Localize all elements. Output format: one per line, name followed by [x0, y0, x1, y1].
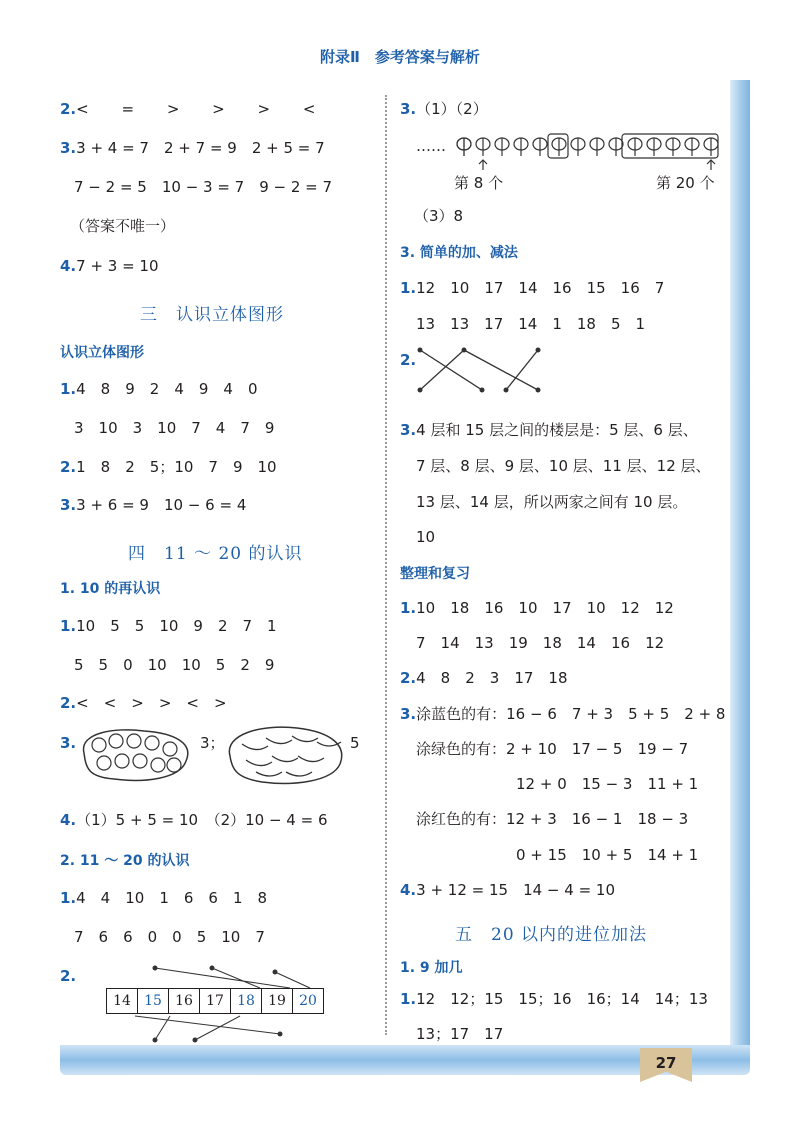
- u3-answer-3: 3.3 + 6 = 9 10 − 6 = 4: [60, 496, 247, 514]
- unit5-title: 五 20 以内的进位加法: [455, 925, 648, 945]
- u4-answer-3-number: 3.: [60, 734, 77, 752]
- rv-red: 涂红色的有：12 + 3 16 − 1 18 − 3: [416, 810, 689, 828]
- rv-answer-2: 2.4 8 2 3 17 18: [400, 669, 568, 687]
- u3-answer-2: 2.1 8 2 5；10 7 9 10: [60, 458, 277, 476]
- page-header: 附录Ⅱ 参考答案与解析: [320, 48, 480, 66]
- r-answer-1-line2: 13 13 17 14 1 18 5 1: [416, 315, 646, 333]
- unit4-title: 四 11 ～ 20 的认识: [128, 544, 303, 564]
- u5-answer-1-line2: 13；17 17: [416, 1025, 504, 1043]
- page-edge-right: [730, 80, 750, 1060]
- number-box: 16: [168, 988, 199, 1014]
- rv-answer-4: 4.3 + 12 = 15 14 − 4 = 10: [400, 881, 615, 899]
- u4-answer-1-line2: 5 5 0 10 10 5 2 9: [74, 656, 275, 674]
- number-boxes: [106, 988, 324, 1014]
- u4-answer-3-a: 3；: [200, 734, 225, 752]
- r-answer-3-part3: （3）8: [414, 207, 464, 225]
- banana-group-icon: [222, 722, 352, 788]
- u4b-answer-1: 1.4 4 10 1 6 6 1 8: [60, 889, 268, 907]
- number-box: 14: [106, 988, 137, 1014]
- r-answer-3: 3.（1）（2）: [400, 100, 488, 118]
- number-box: 15: [137, 988, 168, 1014]
- u3-answer-1: 1.4 8 9 2 4 9 4 0: [60, 380, 258, 398]
- ellipsis: ……: [416, 137, 446, 155]
- number-box: 20: [292, 988, 324, 1014]
- r-answer-3b-line4: 10: [416, 528, 436, 546]
- answer-2: 2.< = > > > <: [60, 100, 330, 118]
- tomato-group-icon: [74, 725, 194, 785]
- u4-answer-3-b: 5: [350, 734, 360, 752]
- rv-red-line2: 0 + 15 10 + 5 14 + 1: [516, 846, 699, 864]
- number-box: 17: [199, 988, 230, 1014]
- u4b-answer-2-number: 2.: [60, 967, 77, 985]
- answer-note: （答案不唯一）: [70, 217, 176, 235]
- r-answer-3b-line2: 7 层、8 层、9 层、10 层、11 层、12 层、: [416, 457, 711, 475]
- u4-answer-2: 2.< < > > < >: [60, 694, 227, 712]
- u4-answer-1: 1.10 5 5 10 9 2 7 1: [60, 617, 277, 635]
- answer-4: 4.7 + 3 = 10: [60, 257, 159, 275]
- u4-answer-4: 4.（1）5 + 5 = 10 （2）10 − 4 = 6: [60, 811, 328, 829]
- number-box: 18: [230, 988, 261, 1014]
- lantern-row-icon: [452, 130, 722, 172]
- number-box: 19: [261, 988, 292, 1014]
- column-divider: [385, 95, 387, 1035]
- rv-green: 涂绿色的有：2 + 10 17 − 5 19 − 7: [416, 740, 689, 758]
- label-8th: 第 8 个: [454, 174, 504, 192]
- unit3-title: 三 认识立体图形: [140, 305, 284, 325]
- rv-green-line2: 12 + 0 15 − 3 11 + 1: [516, 775, 699, 793]
- label-20th: 第 20 个: [656, 174, 715, 192]
- rv-answer-1-line2: 7 14 13 19 18 14 16 12: [416, 634, 665, 652]
- rv-answer-3: 3.涂蓝色的有：16 − 6 7 + 3 5 + 5 2 + 8: [400, 705, 726, 723]
- page-number: 27: [655, 1054, 677, 1072]
- u3-answer-1-line2: 3 10 3 10 7 4 7 9: [74, 419, 275, 437]
- answer-3-line2: 7 − 2 = 5 10 − 3 = 7 9 − 2 = 7: [74, 178, 333, 196]
- u5-answer-1: 1.12 12；15 15；16 16；14 14；13: [400, 990, 708, 1008]
- u4b-answer-1-line2: 7 6 6 0 0 5 10 7: [74, 928, 265, 946]
- unit4-subtitle-1: 1. 10 的再认识: [60, 581, 161, 597]
- rv-answer-1: 1.10 18 16 10 17 10 12 12: [400, 599, 674, 617]
- r-answer-3b-line3: 13 层、14 层，所以两家之间有 10 层。: [416, 493, 688, 511]
- subtitle-review: 整理和复习: [400, 566, 470, 582]
- r-answer-3b: 3.4 层和 15 层之间的楼层是：5 层、6 层、: [400, 421, 698, 439]
- unit3-subtitle: 认识立体图形: [60, 345, 144, 361]
- r-answer-2-number: 2.: [400, 351, 417, 369]
- answer-3: 3.3 + 4 = 7 2 + 7 = 9 2 + 5 = 7: [60, 139, 325, 157]
- unit5-subtitle: 1. 9 加几: [400, 960, 463, 976]
- r-answer-1: 1.12 10 17 14 16 15 16 7: [400, 279, 665, 297]
- subtitle-simple-add-sub: 3. 简单的加、减法: [400, 245, 518, 261]
- matching-lines: [412, 342, 552, 398]
- unit4-subtitle-2: 2. 11 ～ 20 的认识: [60, 853, 190, 869]
